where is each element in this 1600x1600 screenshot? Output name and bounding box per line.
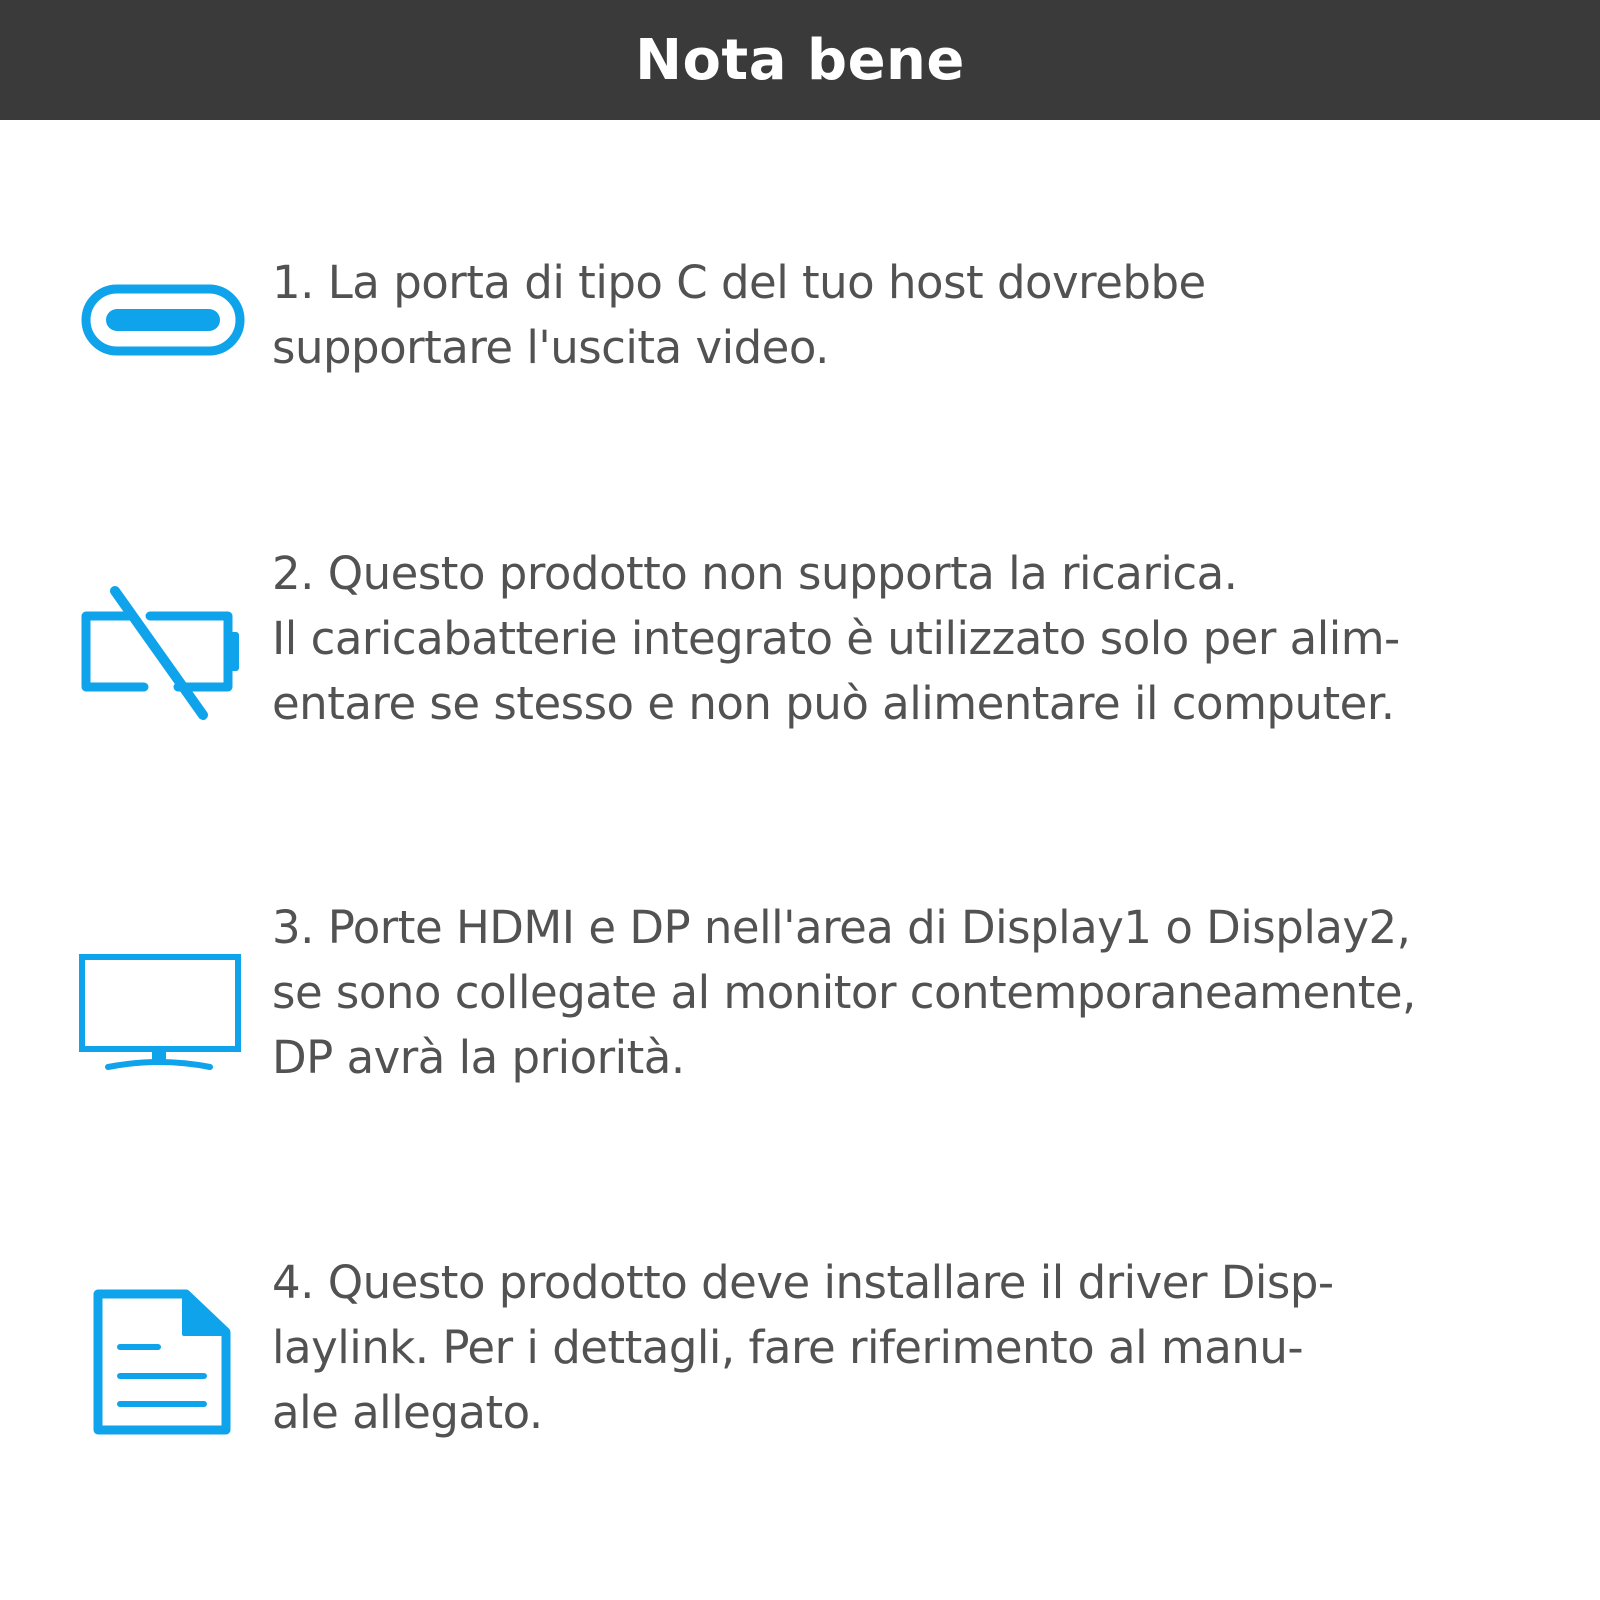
note-4-line-3: ale allegato. <box>272 1386 543 1439</box>
note-4-line-2: laylink. Per i dettagli, fare riferimento al manu- <box>272 1321 1304 1374</box>
no-charging-battery-icon <box>78 586 248 736</box>
note-1-line-1: 1. La porta di tipo C del tuo host dovrebbe <box>272 256 1206 309</box>
page-title: Nota bene <box>635 27 965 93</box>
monitor-icon <box>78 945 248 1095</box>
note-4-line-1: 4. Questo prodotto deve installare il driver Disp- <box>272 1256 1334 1309</box>
note-2-line-3: entare se stesso e non può alimentare il computer. <box>272 677 1395 730</box>
document-icon <box>78 1290 248 1440</box>
header-bar <box>0 0 1600 120</box>
note-2-line-2: Il caricabatterie integrato è utilizzato solo per alim- <box>272 612 1400 665</box>
note-3-line-1: 3. Porte HDMI e DP nell'area di Display1 o Display2, <box>272 901 1411 954</box>
note-3-line-2: se sono collegate al monitor contemporaneamente, <box>272 966 1416 1019</box>
note-2-line-1: 2. Questo prodotto non supporta la ricarica. <box>272 547 1238 600</box>
note-1-line-2: supportare l'uscita video. <box>272 321 829 374</box>
usb-c-port-icon <box>78 248 248 398</box>
note-3-line-3: DP avrà la priorità. <box>272 1031 685 1084</box>
